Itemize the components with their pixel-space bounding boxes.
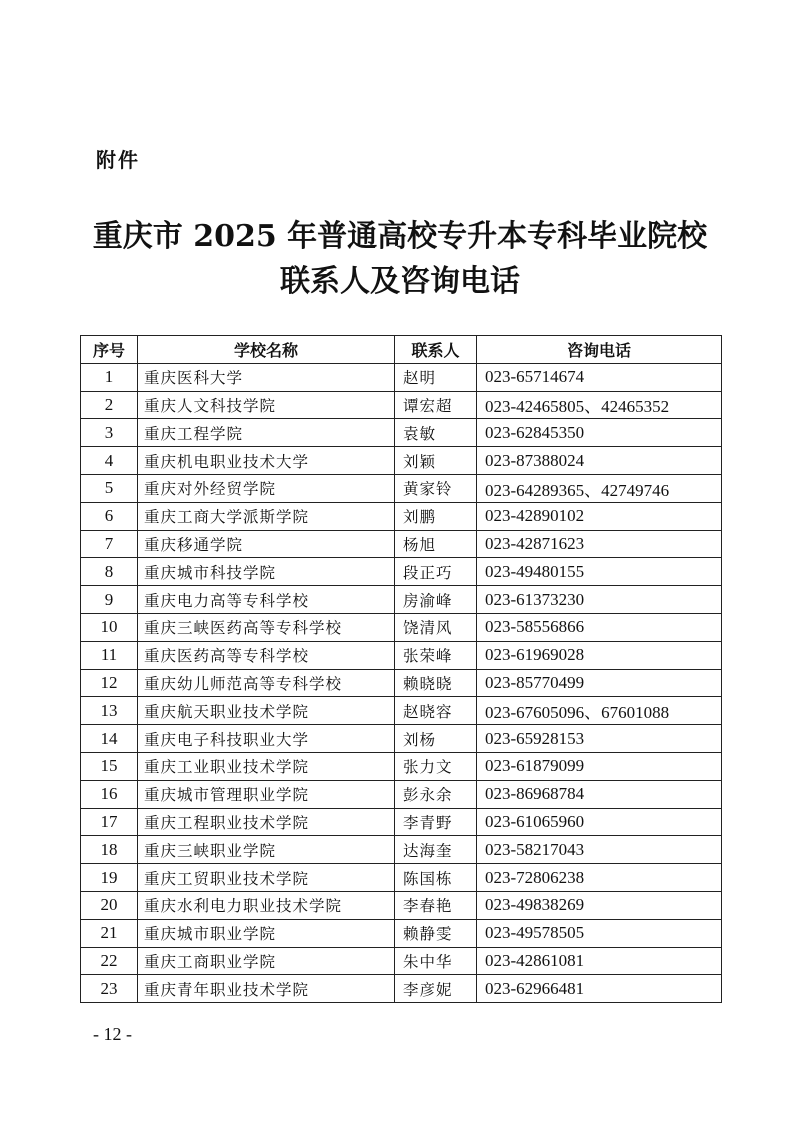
contact-person: 赖静雯 [395,919,477,947]
phone-number: 023-62966481 [477,975,722,1003]
phone-number: 023-61065960 [477,808,722,836]
school-name: 重庆人文科技学院 [138,391,395,419]
phone-number: 023-58556866 [477,613,722,641]
table-row [81,864,722,892]
contact-person: 陈国栋 [395,864,477,892]
table-row [81,502,722,530]
school-name: 重庆城市职业学院 [138,919,395,947]
phone-number: 023-64289365、42749746 [477,474,722,502]
table-row [81,447,722,475]
row-index: 19 [81,864,138,892]
header-school-name: 学校名称 [138,336,395,364]
school-name: 重庆工商职业学院 [138,947,395,975]
row-index: 22 [81,947,138,975]
phone-number: 023-58217043 [477,836,722,864]
row-index: 23 [81,975,138,1003]
phone-number: 023-42890102 [477,502,722,530]
contact-person: 朱中华 [395,947,477,975]
row-index: 21 [81,919,138,947]
table-row [81,725,722,753]
contact-person: 袁敏 [395,419,477,447]
school-name: 重庆医科大学 [138,363,395,391]
phone-number: 023-49480155 [477,558,722,586]
table-row [81,836,722,864]
document-title-line-2: 联系人及咨询电话 [280,264,520,299]
row-index: 11 [81,641,138,669]
contact-person: 彭永余 [395,780,477,808]
table-row [81,558,722,586]
school-name: 重庆城市科技学院 [138,558,395,586]
phone-number: 023-42465805、42465352 [477,391,722,419]
table-row [81,919,722,947]
school-name: 重庆城市管理职业学院 [138,780,395,808]
contact-person: 谭宏超 [395,391,477,419]
phone-number: 023-42861081 [477,947,722,975]
table-header [81,336,722,364]
contact-person: 房渝峰 [395,586,477,614]
phone-number: 023-65714674 [477,363,722,391]
phone-number: 023-87388024 [477,447,722,475]
table-row [81,947,722,975]
table-row [81,419,722,447]
contact-table [80,335,722,1003]
phone-number: 023-86968784 [477,780,722,808]
header-phone: 咨询电话 [477,336,722,364]
contact-person: 李青野 [395,808,477,836]
contact-person: 黄家铃 [395,474,477,502]
table-header-row [81,336,722,364]
contact-person: 刘颖 [395,447,477,475]
header-index: 序号 [81,336,138,364]
row-index: 18 [81,836,138,864]
document-title-line-1: 重庆市 2025 年普通高校专升本专科毕业院校 [92,219,708,254]
row-index: 13 [81,697,138,725]
school-name: 重庆工程职业技术学院 [138,808,395,836]
attachment-label: 附件 [96,148,140,172]
phone-number: 023-67605096、67601088 [477,697,722,725]
table-row [81,780,722,808]
school-name: 重庆医药高等专科学校 [138,641,395,669]
row-index: 7 [81,530,138,558]
table-row [81,363,722,391]
table-row [81,669,722,697]
row-index: 17 [81,808,138,836]
school-name: 重庆电力高等专科学校 [138,586,395,614]
phone-number: 023-49838269 [477,891,722,919]
school-name: 重庆工业职业技术学院 [138,752,395,780]
row-index: 10 [81,613,138,641]
table-row [81,808,722,836]
contact-person: 张荣峰 [395,641,477,669]
phone-number: 023-61373230 [477,586,722,614]
school-name: 重庆三峡医药高等专科学校 [138,613,395,641]
row-index: 4 [81,447,138,475]
contact-person: 达海奎 [395,836,477,864]
school-name: 重庆工程学院 [138,419,395,447]
contact-person: 赖晓晓 [395,669,477,697]
phone-number: 023-65928153 [477,725,722,753]
school-name: 重庆机电职业技术大学 [138,447,395,475]
table-row [81,697,722,725]
contact-person: 刘杨 [395,725,477,753]
contact-person: 刘鹏 [395,502,477,530]
row-index: 12 [81,669,138,697]
phone-number: 023-72806238 [477,864,722,892]
row-index: 2 [81,391,138,419]
phone-number: 023-61969028 [477,641,722,669]
school-name: 重庆工商大学派斯学院 [138,502,395,530]
school-name: 重庆对外经贸学院 [138,474,395,502]
row-index: 5 [81,474,138,502]
school-name: 重庆航天职业技术学院 [138,697,395,725]
phone-number: 023-62845350 [477,419,722,447]
school-name: 重庆工贸职业技术学院 [138,864,395,892]
contact-person: 杨旭 [395,530,477,558]
table-row [81,752,722,780]
contact-person: 张力文 [395,752,477,780]
table-body [81,363,722,1002]
row-index: 14 [81,725,138,753]
row-index: 6 [81,502,138,530]
school-name: 重庆电子科技职业大学 [138,725,395,753]
phone-number: 023-85770499 [477,669,722,697]
school-name: 重庆三峡职业学院 [138,836,395,864]
contact-person: 李春艳 [395,891,477,919]
contact-person: 李彦妮 [395,975,477,1003]
row-index: 1 [81,363,138,391]
row-index: 15 [81,752,138,780]
row-index: 9 [81,586,138,614]
page-number: - 12 - [93,1024,132,1044]
row-index: 3 [81,419,138,447]
header-contact-person: 联系人 [395,336,477,364]
table-row [81,975,722,1003]
school-name: 重庆幼儿师范高等专科学校 [138,669,395,697]
contact-person: 赵晓容 [395,697,477,725]
table-row [81,613,722,641]
school-name: 重庆青年职业技术学院 [138,975,395,1003]
table-row [81,641,722,669]
row-index: 20 [81,891,138,919]
table-row [81,474,722,502]
contact-person: 饶清风 [395,613,477,641]
row-index: 16 [81,780,138,808]
table-row [81,391,722,419]
table-row [81,586,722,614]
table-row [81,891,722,919]
phone-number: 023-42871623 [477,530,722,558]
row-index: 8 [81,558,138,586]
contact-person: 段正巧 [395,558,477,586]
phone-number: 023-49578505 [477,919,722,947]
table-row [81,530,722,558]
school-name: 重庆移通学院 [138,530,395,558]
phone-number: 023-61879099 [477,752,722,780]
contact-person: 赵明 [395,363,477,391]
school-name: 重庆水利电力职业技术学院 [138,891,395,919]
